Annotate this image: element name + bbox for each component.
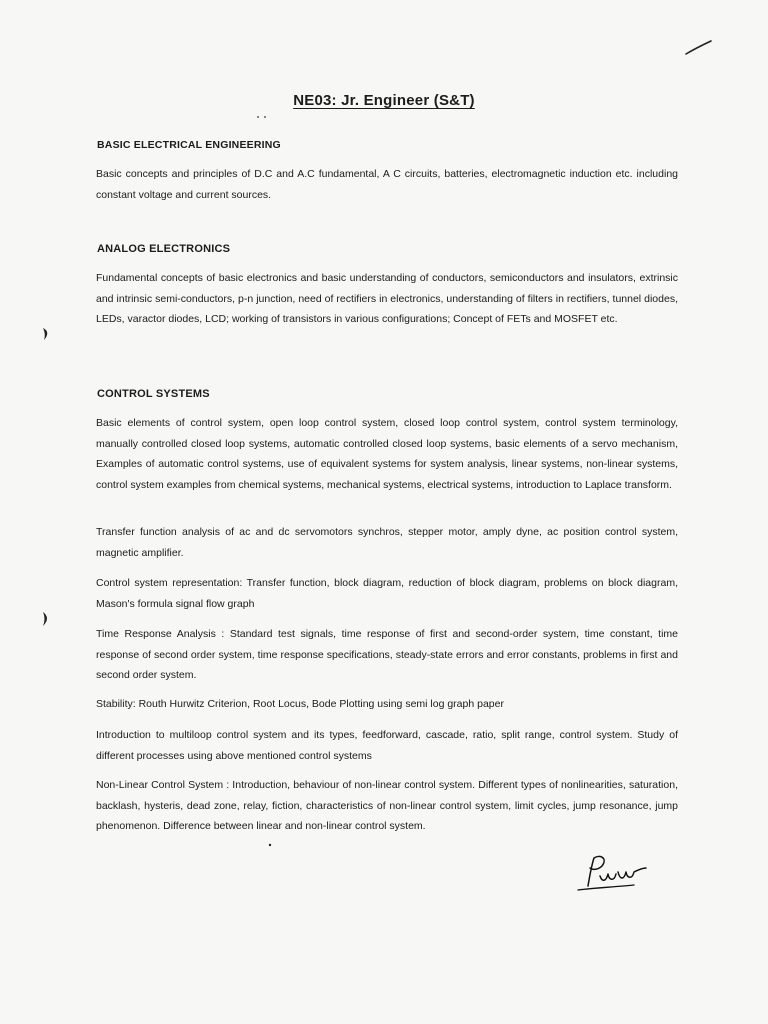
section-paragraph: Basic elements of control system, open loop control system, closed loop control system, control system terminology, manually controlled closed loop systems, automatic controlled closed loop systems, basic elements of a servo mechanism, Examples of automatic control systems, use of equivalent systems for system analysis, linear systems, non-linear systems, control system examples from chemical systems, mechanical systems, electrical systems, introduction to Laplace transform.	[96, 417, 678, 491]
punch-hole-mark	[40, 610, 52, 628]
section-heading-basic-electrical: BASIC ELECTRICAL ENGINEERING	[97, 139, 281, 151]
section-paragraph: Fundamental concepts of basic electronics and basic understanding of conductors, semiconductors and insulators, extrinsic and intrinsic semi-conductors, p-n junction, need of rectifiers in electronics, understanding of filters in rectifiers, tunnel diodes, LEDs, varactor diodes, LCD; working of transistors in various configurations; Concept of FETs and MOSFET etc.	[96, 272, 678, 325]
section-paragraph: Transfer function analysis of ac and dc servomotors synchros, stepper motor, amply dyne, ac position control system, magnetic amplifier.	[96, 526, 678, 559]
section-paragraph: Control system representation: Transfer function, block diagram, reduction of block diagram, problems on block diagram, Mason's formula signal flow graph	[96, 577, 678, 610]
page-title: NE03: Jr. Engineer (S&T)	[293, 92, 475, 109]
ink-dot-mark	[267, 842, 273, 848]
signature-mark	[574, 852, 654, 894]
section-heading-analog-electronics: ANALOG ELECTRONICS	[97, 243, 231, 255]
ink-dot-mark	[255, 114, 269, 120]
section-paragraph: Introduction to multiloop control system and its types, feedforward, cascade, ratio, split range, control system. Study of different processes using above mentioned control systems	[96, 729, 678, 762]
section-heading-control-systems: CONTROL SYSTEMS	[97, 388, 210, 400]
section-paragraph: Non-Linear Control System : Introduction, behaviour of non-linear control system. Different types of nonlinearities, saturation, backlash, hysteris, dead zone, relay, fiction, characteristics of non-linear control system, limit cycles, jump resonance, jump phenomenon. Difference between linear and non-linear control system.	[96, 779, 678, 832]
pen-stroke-mark	[684, 38, 714, 58]
punch-hole-mark	[40, 326, 52, 342]
section-paragraph: Basic concepts and principles of D.C and A.C fundamental, A C circuits, batteries, electromagnetic induction etc. including constant voltage and current sources.	[96, 168, 678, 201]
section-paragraph: Stability: Routh Hurwitz Criterion, Root Locus, Bode Plotting using semi log graph paper	[96, 698, 504, 710]
section-paragraph: Time Response Analysis : Standard test signals, time response of first and second-order system, time constant, time response of second order system, time response specifications, steady-state errors and error constants, problems in first and second order system.	[96, 628, 678, 681]
